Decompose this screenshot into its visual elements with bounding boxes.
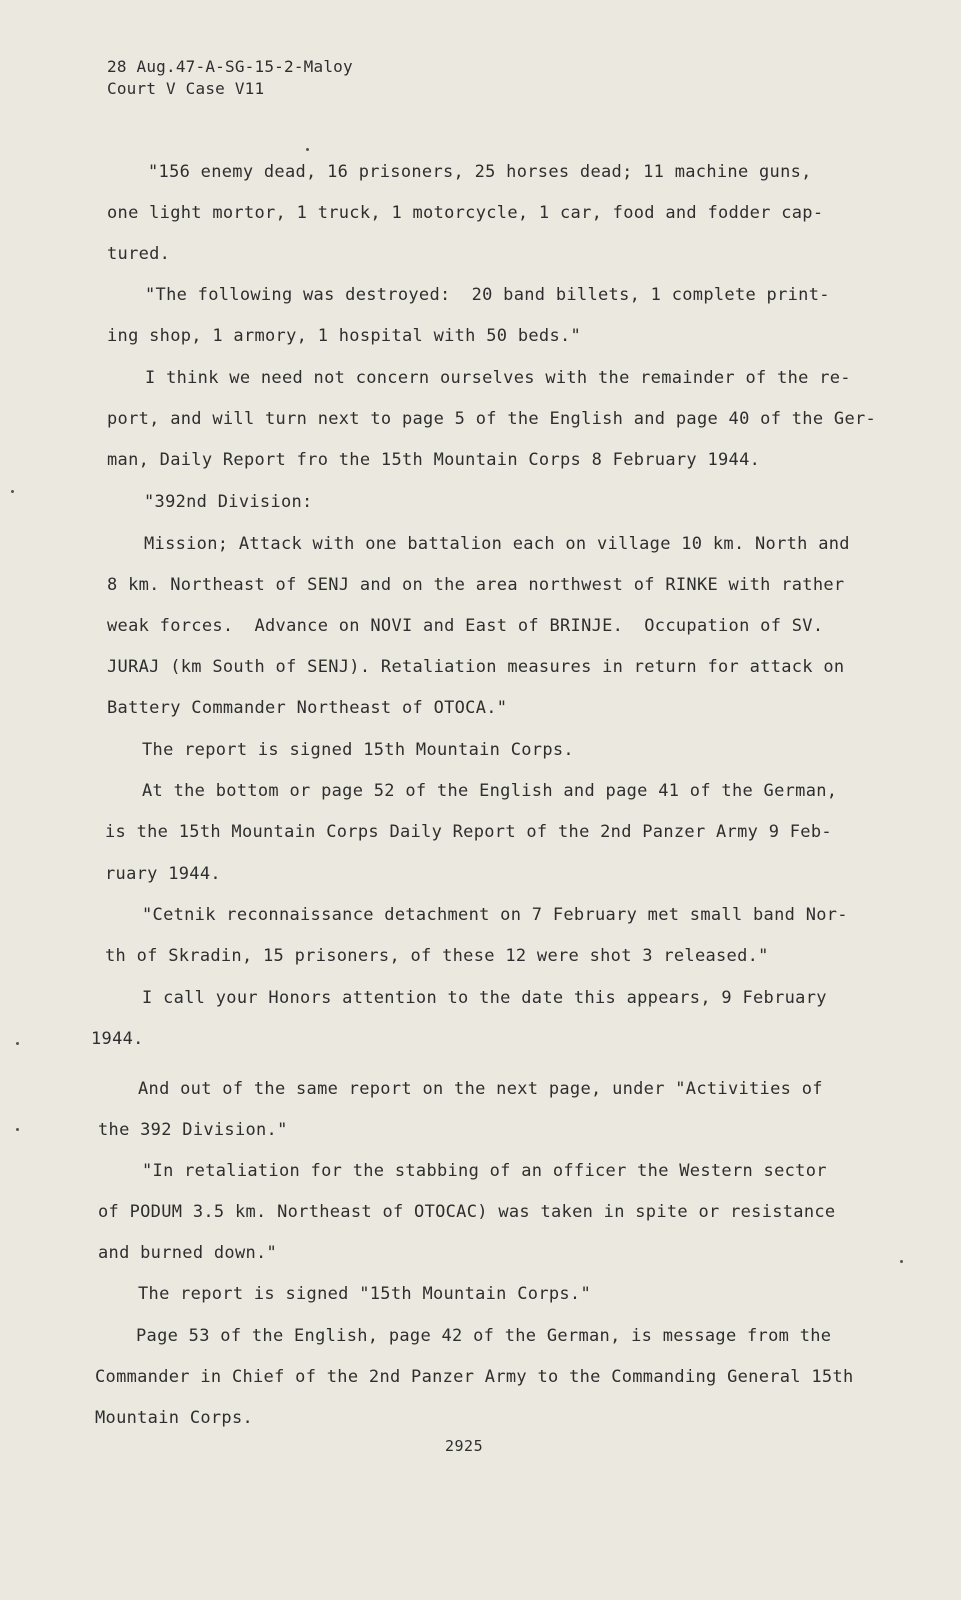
paper-speck	[900, 1260, 903, 1263]
body-line: Battery Commander Northeast of OTOCA."	[107, 698, 508, 718]
body-line: 8 km. Northeast of SENJ and on the area northwest of RINKE with rather	[107, 575, 845, 595]
body-line: "The following was destroyed: 20 band billets, 1 complete print-	[145, 285, 830, 305]
header-court-case: Court V Case V11	[107, 79, 265, 98]
body-line: Commander in Chief of the 2nd Panzer Army to the Commanding General 15th	[95, 1367, 854, 1387]
body-line: The report is signed "15th Mountain Corps."	[138, 1284, 591, 1304]
paper-speck	[16, 1128, 19, 1131]
body-line: The report is signed 15th Mountain Corps.	[142, 740, 574, 760]
body-line: tured.	[107, 244, 171, 264]
paper-speck	[306, 148, 309, 151]
body-line: Mountain Corps.	[95, 1408, 254, 1428]
body-line: th of Skradin, 15 prisoners, of these 12 were shot 3 released."	[105, 946, 769, 966]
page-number: 2925	[445, 1437, 484, 1455]
body-line: port, and will turn next to page 5 of the English and page 40 of the Ger-	[107, 409, 877, 429]
body-line: one light mortor, 1 truck, 1 motorcycle, 1 car, food and fodder cap-	[107, 203, 824, 223]
paper-speck	[16, 1042, 19, 1045]
body-line: I call your Honors attention to the date this appears, 9 February	[142, 988, 827, 1008]
body-line: 1944.	[91, 1029, 144, 1049]
body-line: the 392 Division."	[98, 1120, 288, 1140]
body-line: of PODUM 3.5 km. Northeast of OTOCAC) was taken in spite or resistance	[98, 1202, 836, 1222]
body-line: is the 15th Mountain Corps Daily Report of the 2nd Panzer Army 9 Feb-	[105, 822, 832, 842]
body-line: Mission; Attack with one battalion each on village 10 km. North and	[144, 534, 850, 554]
body-line: ing shop, 1 armory, 1 hospital with 50 beds."	[107, 326, 582, 346]
body-line: man, Daily Report fro the 15th Mountain Corps 8 February 1944.	[107, 450, 761, 470]
body-line: And out of the same report on the next page, under "Activities of	[138, 1079, 823, 1099]
body-line: I think we need not concern ourselves with the remainder of the re-	[145, 368, 851, 388]
body-line: Page 53 of the English, page 42 of the German, is message from the	[136, 1326, 832, 1346]
body-line: "156 enemy dead, 16 prisoners, 25 horses dead; 11 machine guns,	[148, 162, 812, 182]
body-line: "392nd Division:	[144, 492, 313, 512]
document-header	[107, 56, 353, 100]
body-line: "In retaliation for the stabbing of an officer the Western sector	[142, 1161, 827, 1181]
body-line: JURAJ (km South of SENJ). Retaliation measures in return for attack on	[107, 657, 845, 677]
body-line: At the bottom or page 52 of the English and page 41 of the German,	[142, 781, 838, 801]
body-line: "Cetnik reconnaissance detachment on 7 February met small band Nor-	[142, 905, 848, 925]
body-line: weak forces. Advance on NOVI and East of BRINJE. Occupation of SV.	[107, 616, 824, 636]
body-line: ruary 1944.	[105, 864, 221, 884]
paper-speck	[11, 490, 14, 493]
header-reference: 28 Aug.47-A-SG-15-2-Maloy	[107, 57, 353, 76]
body-line: and burned down."	[98, 1243, 278, 1263]
